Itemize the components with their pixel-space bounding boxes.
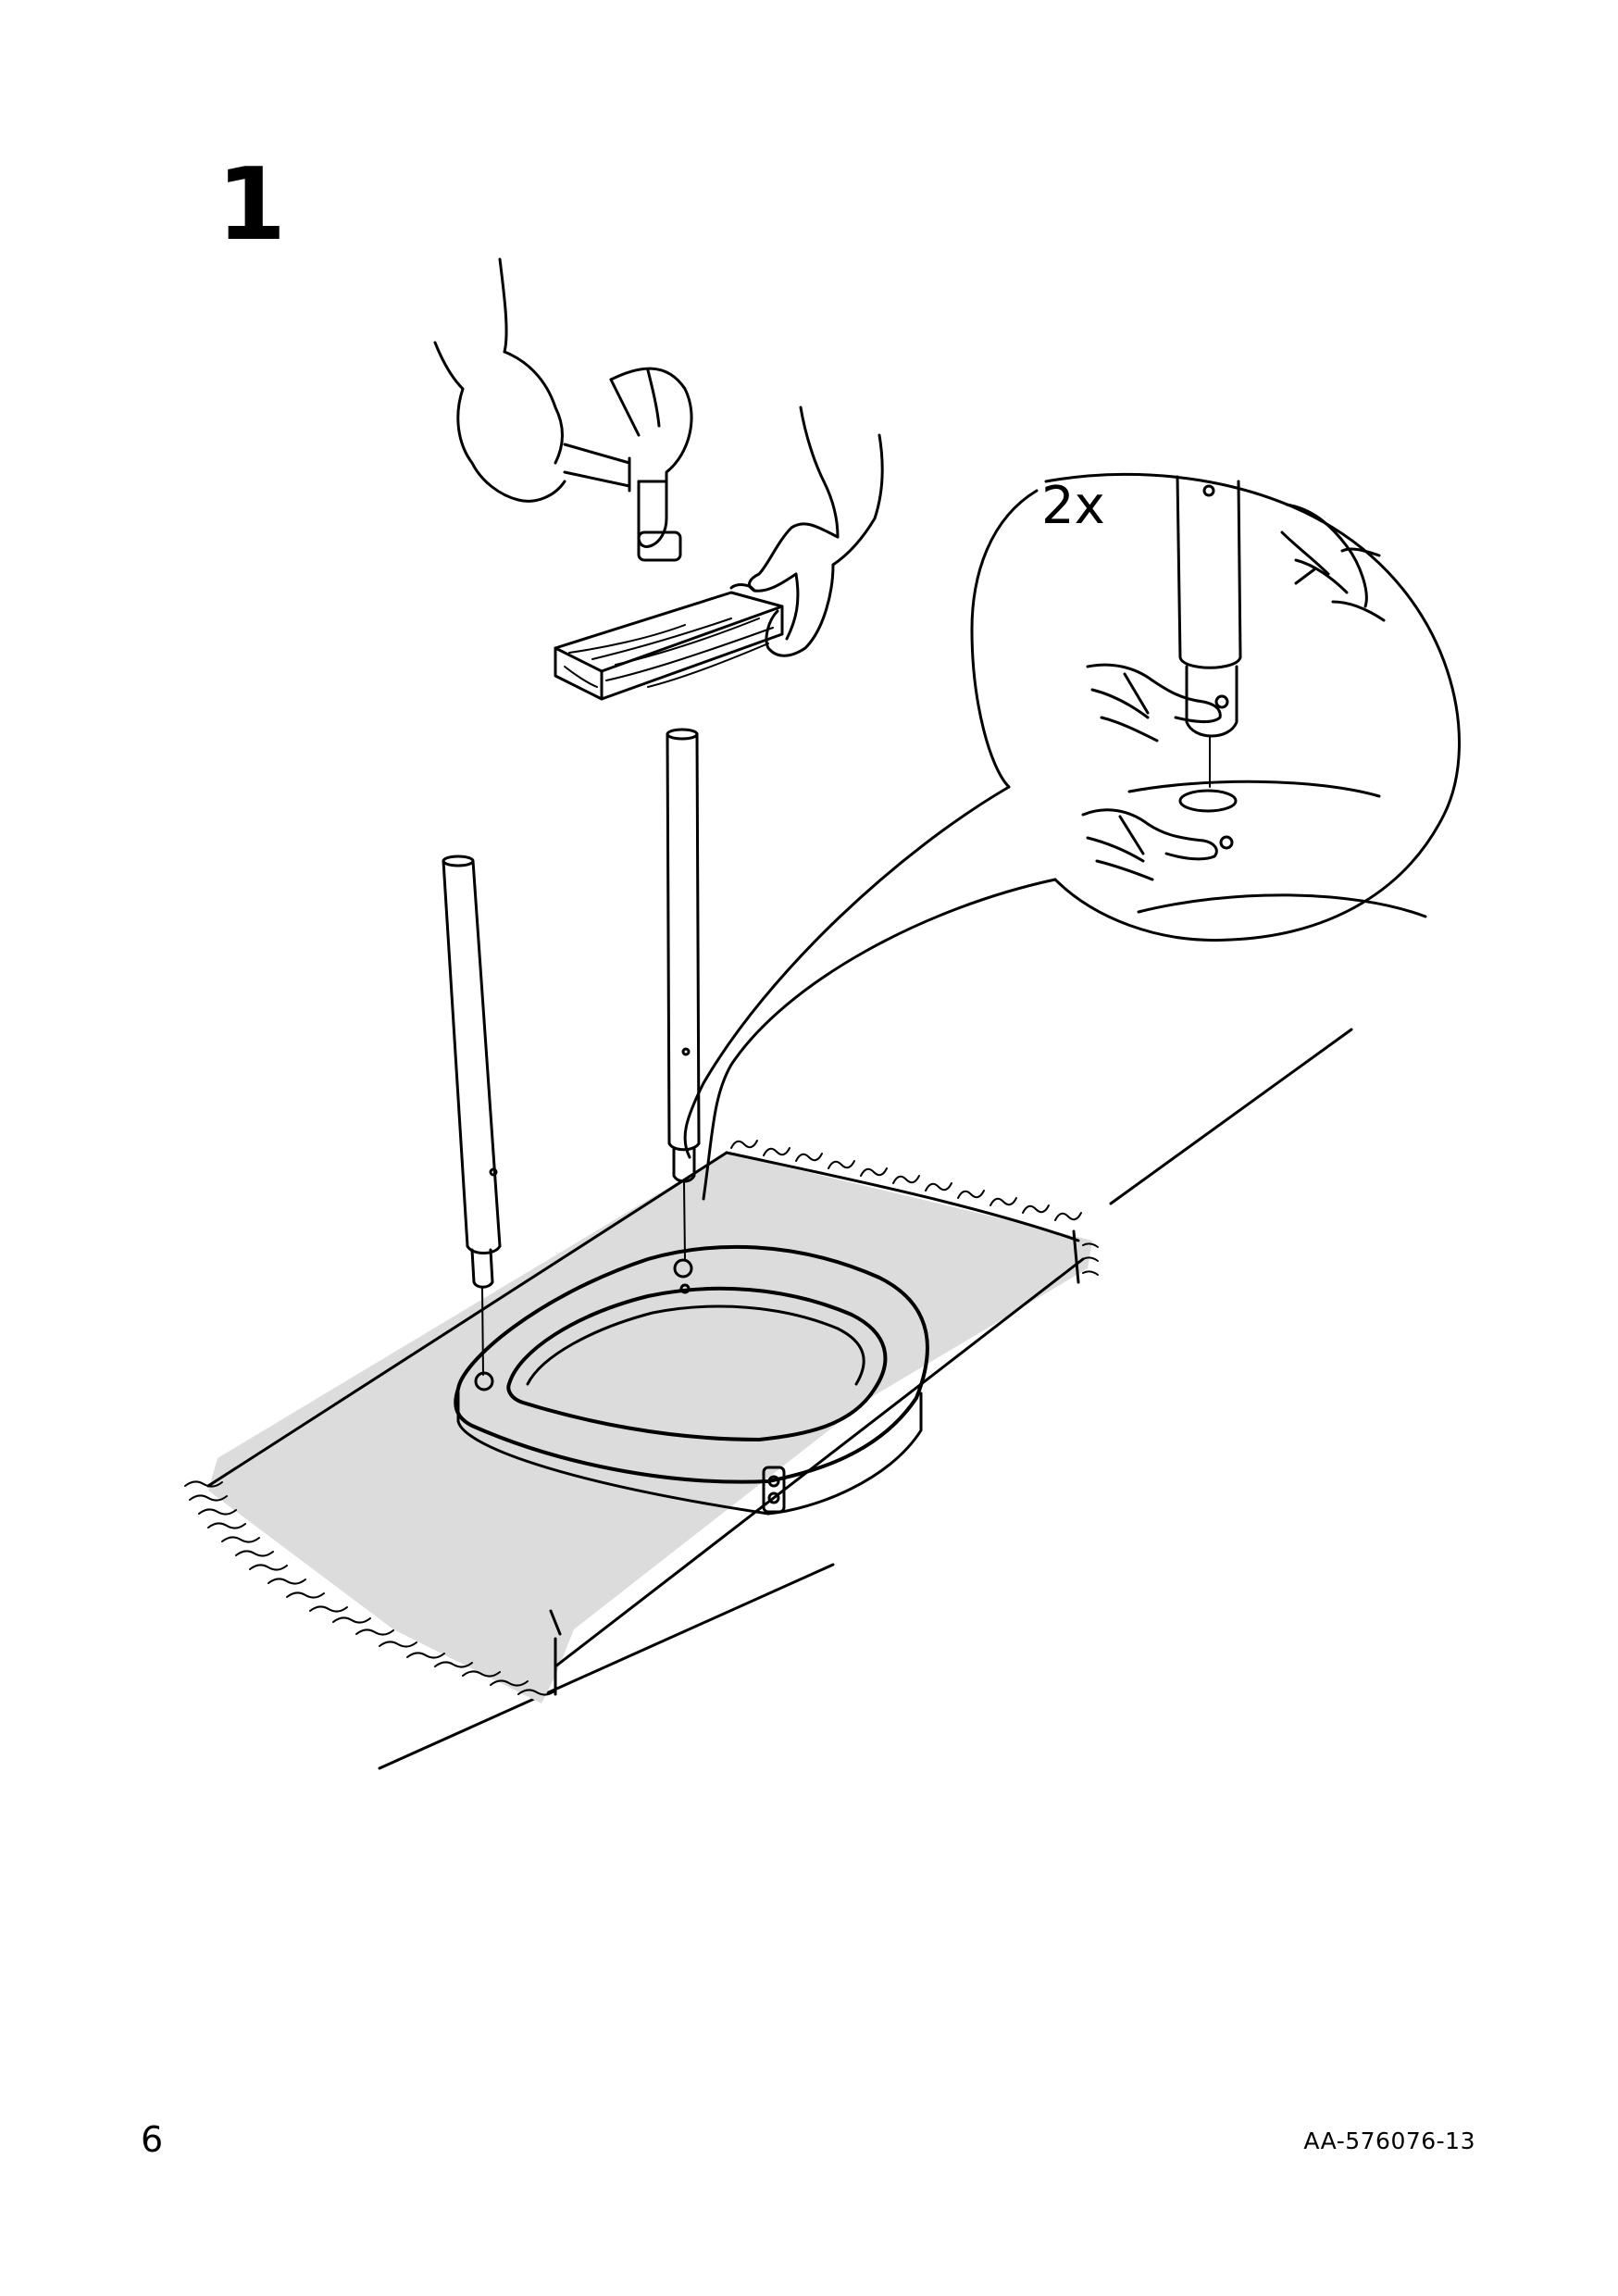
- hand-icon-right: [731, 407, 882, 655]
- page-number: 6: [141, 2119, 164, 2160]
- document-code: AA-576076-13: [1303, 2128, 1475, 2154]
- wood-block-icon: [555, 593, 782, 699]
- pointing-finger-icon: [1083, 810, 1216, 880]
- protective-rug-icon: [185, 1141, 1098, 1703]
- step-number: 1: [217, 147, 287, 263]
- pointing-finger-icon: [1088, 665, 1220, 741]
- pointing-finger-icon: [1282, 505, 1384, 620]
- quantity-label: 2x: [1041, 476, 1105, 536]
- detail-callout: [685, 474, 1460, 1199]
- hammer-icon: [435, 259, 691, 560]
